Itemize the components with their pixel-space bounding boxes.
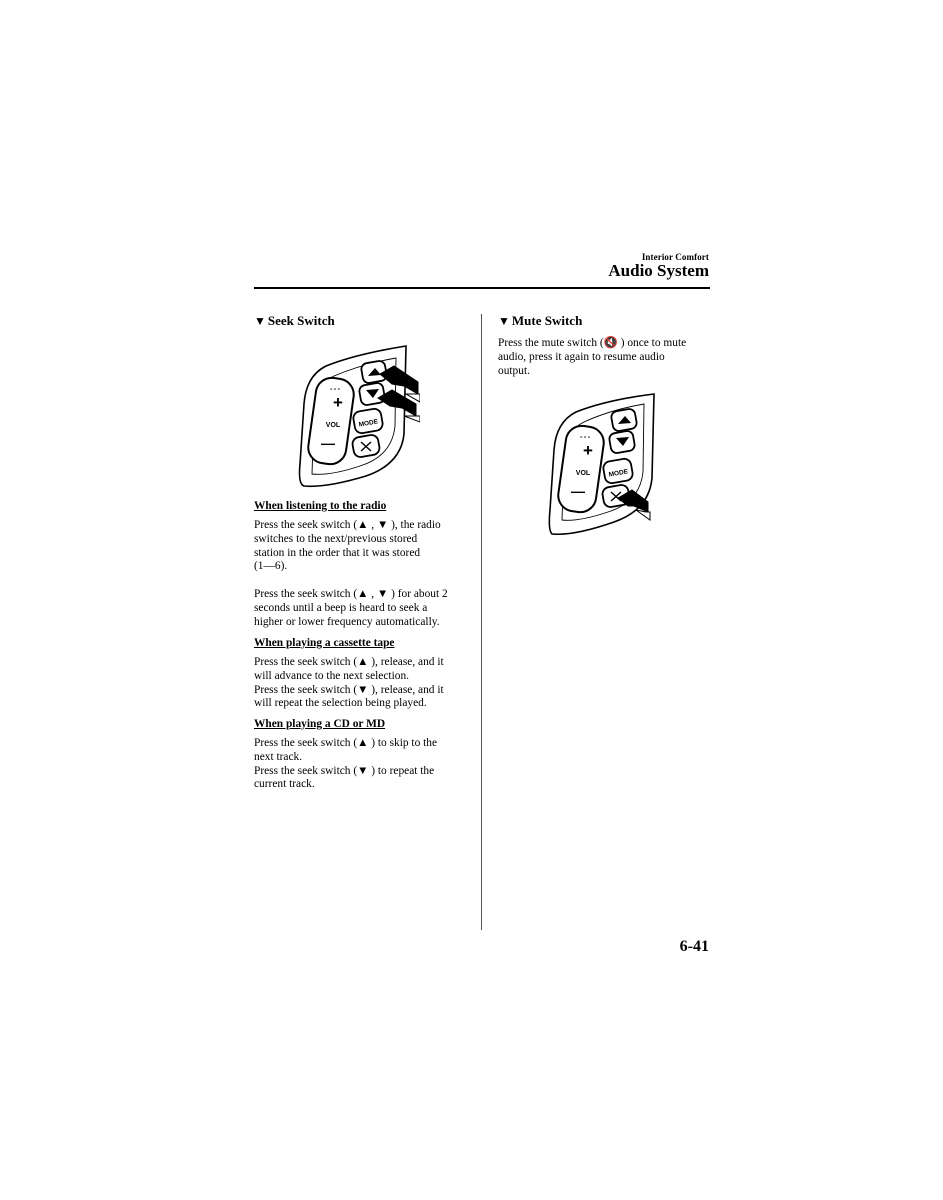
cd-md-paragraph: Press the seek switch (▲ ) to skip to the next track. Press the seek switch (▼ ) to repeat the current track. bbox=[254, 737, 438, 791]
mute-switch-heading-text: Mute Switch bbox=[511, 313, 583, 328]
seek-switch-illustration bbox=[296, 344, 420, 490]
radio-paragraph-1: Press the seek switch (▲ , ▼ ), the radio switches to the next/previous stored station in the order that it was stored (1—6). bbox=[254, 519, 441, 573]
column-divider bbox=[481, 314, 482, 930]
mute-paragraph: Press the mute switch (🔇 ) once to mute audio, press it again to resume audio output. bbox=[498, 337, 687, 377]
header-divider bbox=[254, 287, 710, 289]
mode-label: MODE bbox=[608, 468, 629, 479]
section-label: Interior Comfort bbox=[641, 252, 709, 262]
seek-switch-heading-text: Seek Switch bbox=[267, 313, 335, 328]
mode-label: MODE bbox=[358, 418, 379, 429]
triangle-marker-icon: ▼ bbox=[254, 314, 266, 328]
vol-plus-label: + bbox=[333, 393, 343, 412]
vol-minus-label: — bbox=[321, 435, 335, 451]
page-title: Audio System bbox=[608, 261, 709, 280]
svg-text:∘∘∘: ∘∘∘ bbox=[329, 387, 341, 393]
triangle-marker-icon: ▼ bbox=[498, 314, 510, 328]
radio-subheading: When listening to the radio bbox=[254, 500, 387, 512]
cd-md-subheading: When playing a CD or MD bbox=[254, 718, 386, 730]
vol-minus-label: — bbox=[571, 483, 585, 499]
vol-label: VOL bbox=[325, 422, 341, 429]
page-number: 6-41 bbox=[679, 938, 709, 955]
cassette-paragraph: Press the seek switch (▲ ), release, and it will advance to the next selection. Press the seek switch (▼ ), release, and it will repeat the selection being played. bbox=[254, 656, 444, 710]
mute-switch-illustration bbox=[548, 392, 660, 538]
cassette-subheading: When playing a cassette tape bbox=[254, 637, 395, 649]
vol-label: VOL bbox=[575, 470, 591, 477]
svg-text:∘∘∘: ∘∘∘ bbox=[579, 435, 591, 441]
vol-plus-label: + bbox=[583, 441, 593, 460]
radio-paragraph-2: Press the seek switch (▲ , ▼ ) for about 2 seconds until a beep is heard to seek a higher or lower frequency automatically. bbox=[254, 588, 448, 628]
seek-switch-heading bbox=[254, 313, 335, 329]
mute-switch-heading bbox=[498, 313, 582, 329]
